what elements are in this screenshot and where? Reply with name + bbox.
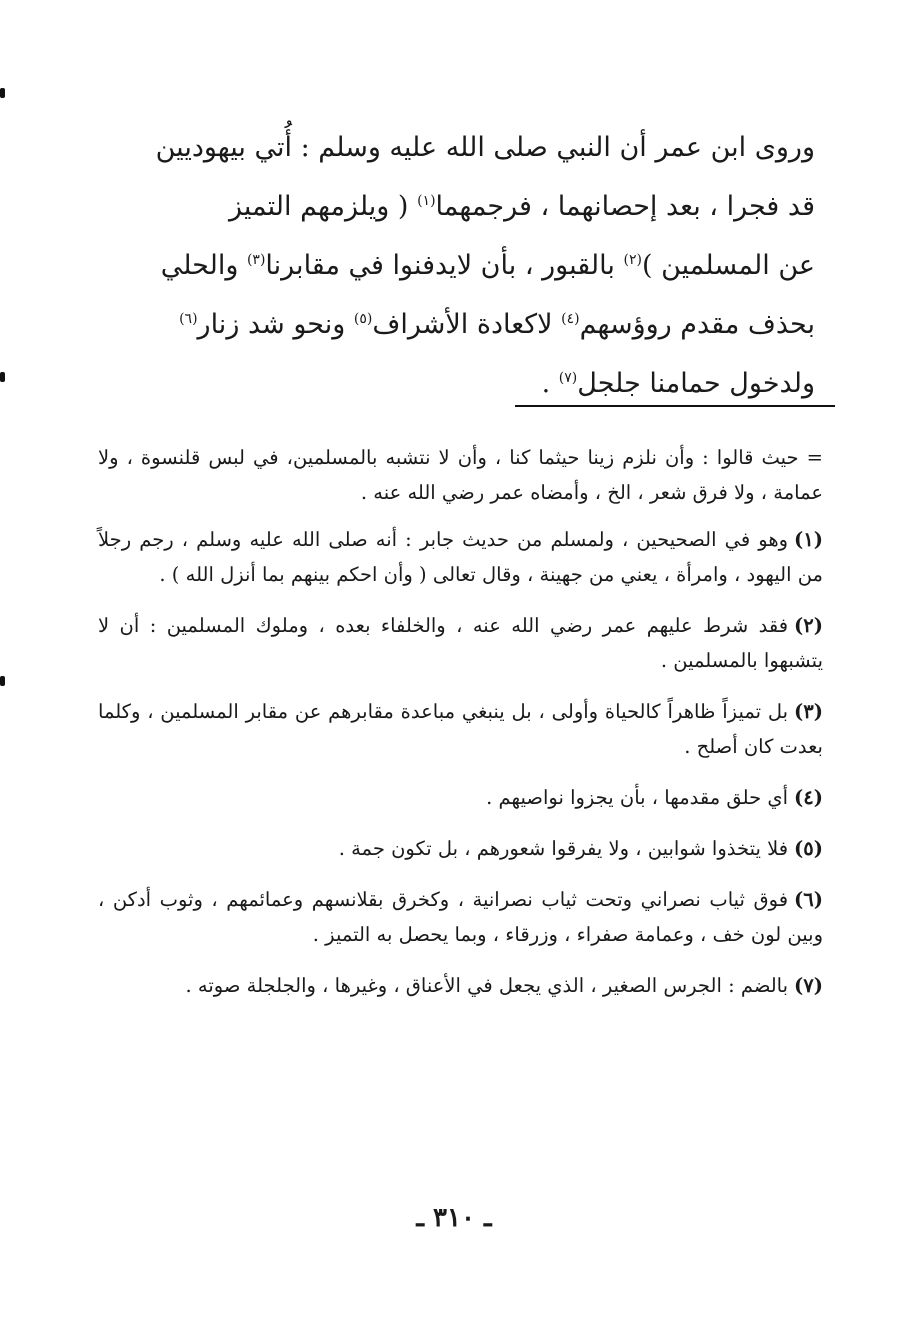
- footnote-continuation: = حيث قالوا : وأن نلزم زينا حيثما كنا ، وأن لا نتشبه بالمسلمين، في لبس قلنسوة ، ولا عمامة ، ولا فرق شعر ، الخ ، وأمضاه عمر رضي الله عنه .: [98, 446, 823, 504]
- main-text-segment: ولدخول حمامنا جلجل: [577, 368, 815, 399]
- main-line: [95, 177, 815, 236]
- main-text-segment: ( ويلزمهم التميز: [228, 191, 409, 222]
- footnotes: [98, 440, 823, 1019]
- footnote-text: فوق ثياب نصراني وتحت ثياب نصرانية ، وكخرق بقلانسهم وعمائمهم ، وثوب أدكن ، وبين لون خف ، وعمامة صفراء ، وزرقاء ، وبما يحصل به التميز .: [98, 888, 823, 946]
- footnote-3: [98, 694, 823, 764]
- main-line: [95, 118, 815, 177]
- footnote-text: بل تميزاً ظاهراً كالحياة وأولى ، بل ينبغي مباعدة مقابرهم عن مقابر المسلمين ، وكلما بعدت كان أصلح .: [98, 700, 823, 758]
- scan-edge-mark: [0, 88, 5, 98]
- main-text-segment: عن المسلمين ): [641, 250, 815, 281]
- main-text-segment: .: [541, 368, 551, 399]
- footnote-ref[interactable]: (٦): [179, 311, 198, 327]
- main-text-segment: بحذف مقدم روؤسهم: [579, 309, 815, 340]
- footnote-4: [98, 780, 823, 815]
- footnote-ref[interactable]: (٤): [561, 311, 580, 327]
- main-text-segment: ونحو شد زنار: [197, 309, 346, 340]
- footnote-text: فلا يتخذوا شوابين ، ولا يفرقوا شعورهم ، بل تكون جمة .: [338, 837, 789, 860]
- main-text-segment: والحلي: [160, 250, 239, 281]
- footnote-7: [98, 968, 823, 1003]
- footnote-ref[interactable]: (٧): [558, 370, 578, 386]
- page-number: ـ ٣١٠ ـ: [416, 1203, 492, 1233]
- scan-edge-mark: [0, 676, 5, 686]
- scan-edge-mark: [0, 372, 5, 382]
- main-line: [95, 295, 815, 354]
- footnote-divider: [515, 405, 835, 407]
- footnote-number: (٣): [794, 700, 823, 723]
- main-text-segment: قد فجرا ، بعد إحصانهما ، فرجمهما: [435, 191, 815, 222]
- footnote-1: [98, 522, 823, 592]
- main-text-segment: بالقبور ، بأن لايدفنوا في مقابرنا: [265, 250, 615, 281]
- footnote-number: (٢): [794, 614, 823, 637]
- main-text-segment: وروى ابن عمر أن النبي صلى الله عليه وسلم : أُتي بيهوديين: [155, 132, 815, 163]
- footnote-number: (٥): [794, 837, 823, 860]
- footnote-ref[interactable]: (٣): [246, 252, 266, 268]
- main-text-segment: لاكعادة الأشراف: [372, 309, 553, 340]
- footnote-ref[interactable]: (١): [417, 193, 436, 209]
- footnote-number: (٦): [794, 888, 823, 911]
- footnote-number: (٧): [794, 974, 823, 997]
- footnote-2: [98, 608, 823, 678]
- footnote-ref[interactable]: (٢): [623, 252, 642, 268]
- main-line: [95, 236, 815, 295]
- main-text: [95, 118, 815, 413]
- footnote-number: (٤): [794, 786, 823, 809]
- footnote-5: [98, 831, 823, 866]
- footnote-text: بالضم : الجرس الصغير ، الذي يجعل في الأعناق ، وغيرها ، والجلجلة صوته .: [185, 974, 789, 997]
- footnote-number: (١): [794, 528, 823, 551]
- footnote-ref[interactable]: (٥): [353, 311, 373, 327]
- footnote-text: فقد شرط عليهم عمر رضي الله عنه ، والخلفاء بعده ، وملوك المسلمين : أن لا يتشبهوا بالمسلمين .: [98, 614, 823, 672]
- footnote-text: أي حلق مقدمها ، بأن يجزوا نواصيهم .: [486, 786, 789, 809]
- footnote-6: [98, 882, 823, 952]
- footnote-text: وهو في الصحيحين ، ولمسلم من حديث جابر : أنه صلى الله عليه وسلم ، رجم رجلاً من اليهود ، وامرأة ، يعني من جهينة ، وقال تعالى ( وأن احكم بينهم بما أنزل الله ) .: [98, 528, 823, 586]
